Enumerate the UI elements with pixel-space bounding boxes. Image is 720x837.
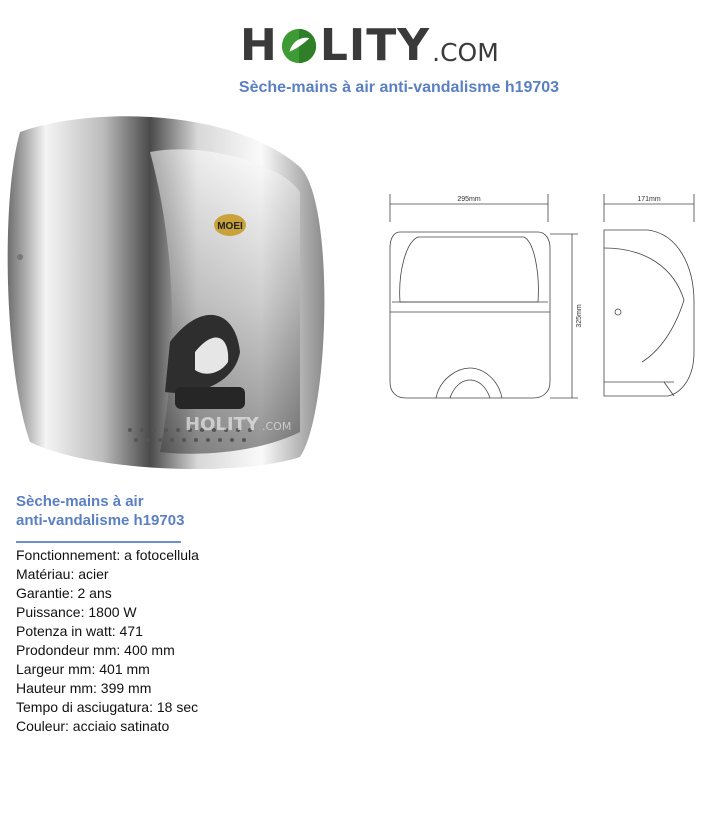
dimension-width: 295mm <box>457 196 481 203</box>
product-title-line1: Sèche-mains à air <box>16 493 144 510</box>
site-logo[interactable] <box>240 18 499 71</box>
logo-o-icon <box>280 27 318 65</box>
spec-item: Garantie: 2 ans <box>16 585 112 601</box>
title-underline <box>16 541 181 543</box>
logo-domain: .COM <box>432 38 499 67</box>
spec-item: Tempo di asciugatura: 18 sec <box>16 699 199 715</box>
photo-watermark: HOLITY <box>185 414 259 435</box>
spec-item: Largeur mm: 401 mm <box>16 661 150 677</box>
spec-item: Fonctionnement: a fotocellula <box>16 547 199 563</box>
spec-item: Prodondeur mm: 400 mm <box>16 642 175 658</box>
spec-item: Matériau: acier <box>16 566 109 582</box>
dimension-height: 325mm <box>576 304 583 328</box>
technical-drawing <box>378 182 708 414</box>
page-title: Sèche-mains à air anti-vandalisme h19703 <box>238 79 560 96</box>
spec-item: Potenza in watt: 471 <box>16 623 143 639</box>
spec-item: Couleur: acciaio satinato <box>16 718 170 734</box>
product-title-line2: anti-vandalisme h19703 <box>16 512 185 529</box>
logo-text-h: H <box>240 20 278 71</box>
spec-item: Hauteur mm: 399 mm <box>16 680 152 696</box>
spec-item: Puissance: 1800 W <box>16 604 137 620</box>
product-photo <box>0 112 340 482</box>
product-badge: MOEI <box>217 221 243 232</box>
photo-watermark-domain: .COM <box>262 420 292 433</box>
dimension-depth: 171mm <box>637 196 661 203</box>
spec-list <box>16 546 199 736</box>
product-title <box>16 492 316 530</box>
logo-text-lity: LITY <box>319 20 431 71</box>
